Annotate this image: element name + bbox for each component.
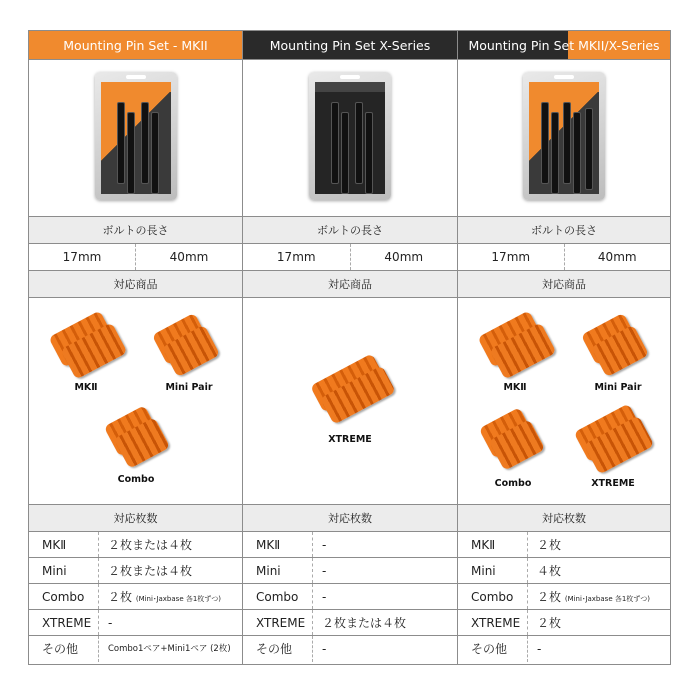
row-key: Mini (458, 558, 528, 583)
pin-pack-image (523, 72, 605, 200)
product-label: Combo (494, 478, 532, 489)
row-key: Combo (458, 584, 528, 609)
row-value-main: ２枚 (108, 590, 133, 604)
length-long: 40mm (384, 250, 424, 264)
product-label: MKⅡ (74, 382, 98, 393)
count-row (29, 636, 242, 662)
count-row (458, 610, 670, 636)
length-long: 40mm (169, 250, 209, 264)
row-value: ２枚または４枚 (108, 564, 193, 578)
bolt-length-title: ボルトの長さ (458, 217, 670, 244)
row-value: - (108, 616, 113, 630)
compatible-products (458, 298, 670, 505)
product-image-area (458, 60, 670, 217)
row-value: Combo1ペア+Mini1ペア (2枚) (108, 644, 231, 654)
row-key: Combo (29, 584, 99, 609)
row-value (528, 584, 670, 609)
compat-title: 対応商品 (243, 271, 457, 298)
count-rows (243, 532, 457, 662)
row-value: - (322, 564, 327, 578)
count-row (29, 558, 242, 584)
product-label: XTREME (591, 478, 635, 489)
row-key: XTREME (458, 610, 528, 635)
bolt-length-title: ボルトの長さ (243, 217, 457, 244)
count-title: 対応枚数 (243, 505, 457, 532)
compat-title: 対応商品 (458, 271, 670, 298)
row-value: ２枚 (537, 616, 562, 630)
count-row (458, 636, 670, 662)
row-value (99, 584, 242, 609)
length-short: 17mm (243, 244, 351, 270)
row-value-note: (Mini･Jaxbase 各1枚ずつ) (135, 595, 222, 603)
column-header: Mounting Pin Set MKII/X-Series (458, 31, 670, 60)
product-label: MKⅡ (503, 382, 527, 393)
row-value-main: ２枚 (537, 590, 562, 604)
count-row (243, 584, 457, 610)
row-key: その他 (243, 636, 313, 662)
count-row (243, 610, 457, 636)
row-key: Combo (243, 584, 313, 609)
bolt-length-title: ボルトの長さ (29, 217, 242, 244)
column-header: Mounting Pin Set - MKII (29, 31, 242, 60)
product-label: XTREME (328, 434, 372, 445)
row-key: Mini (243, 558, 313, 583)
pin-pack-image (95, 72, 177, 200)
column-x-series (243, 31, 458, 664)
row-key: MKⅡ (458, 532, 528, 557)
count-row (243, 636, 457, 662)
product-label: Mini Pair (594, 382, 642, 393)
row-value: ２枚 (537, 538, 562, 552)
product-label: Combo (117, 474, 155, 485)
compat-title: 対応商品 (29, 271, 242, 298)
count-rows (458, 532, 670, 662)
count-row (243, 558, 457, 584)
row-key: XTREME (243, 610, 313, 635)
comparison-table (28, 30, 671, 665)
count-row (458, 558, 670, 584)
row-value: ４枚 (537, 564, 562, 578)
length-short: 17mm (29, 244, 136, 270)
count-title: 対応枚数 (29, 505, 242, 532)
count-row (458, 584, 670, 610)
row-value-note: (Mini･Jaxbase 各1枚ずつ) (564, 595, 651, 603)
count-rows (29, 532, 242, 662)
count-row (29, 584, 242, 610)
bolt-lengths (29, 244, 242, 271)
row-key: MKⅡ (243, 532, 313, 557)
bolt-lengths (458, 244, 670, 271)
column-mkii-x-series (458, 31, 670, 664)
row-value: - (322, 590, 327, 604)
row-key: その他 (29, 636, 99, 662)
product-label: Mini Pair (165, 382, 213, 393)
row-key: Mini (29, 558, 99, 583)
count-row (29, 610, 242, 636)
bolt-lengths (243, 244, 457, 271)
column-header: Mounting Pin Set X-Series (243, 31, 457, 60)
product-image-area (243, 60, 457, 217)
count-row (243, 532, 457, 558)
pin-pack-image (309, 72, 391, 200)
row-key: XTREME (29, 610, 99, 635)
row-value: - (537, 642, 542, 656)
column-mkii (29, 31, 243, 664)
row-value: - (322, 642, 327, 656)
compatible-products (243, 298, 457, 505)
compatible-products (29, 298, 242, 505)
count-title: 対応枚数 (458, 505, 670, 532)
row-value: ２枚または４枚 (322, 616, 407, 630)
count-row (29, 532, 242, 558)
row-key: MKⅡ (29, 532, 99, 557)
row-value: ２枚または４枚 (108, 538, 193, 552)
length-long: 40mm (597, 250, 637, 264)
product-image-area (29, 60, 242, 217)
row-value: - (322, 538, 327, 552)
row-key: その他 (458, 636, 528, 662)
count-row (458, 532, 670, 558)
length-short: 17mm (458, 244, 565, 270)
